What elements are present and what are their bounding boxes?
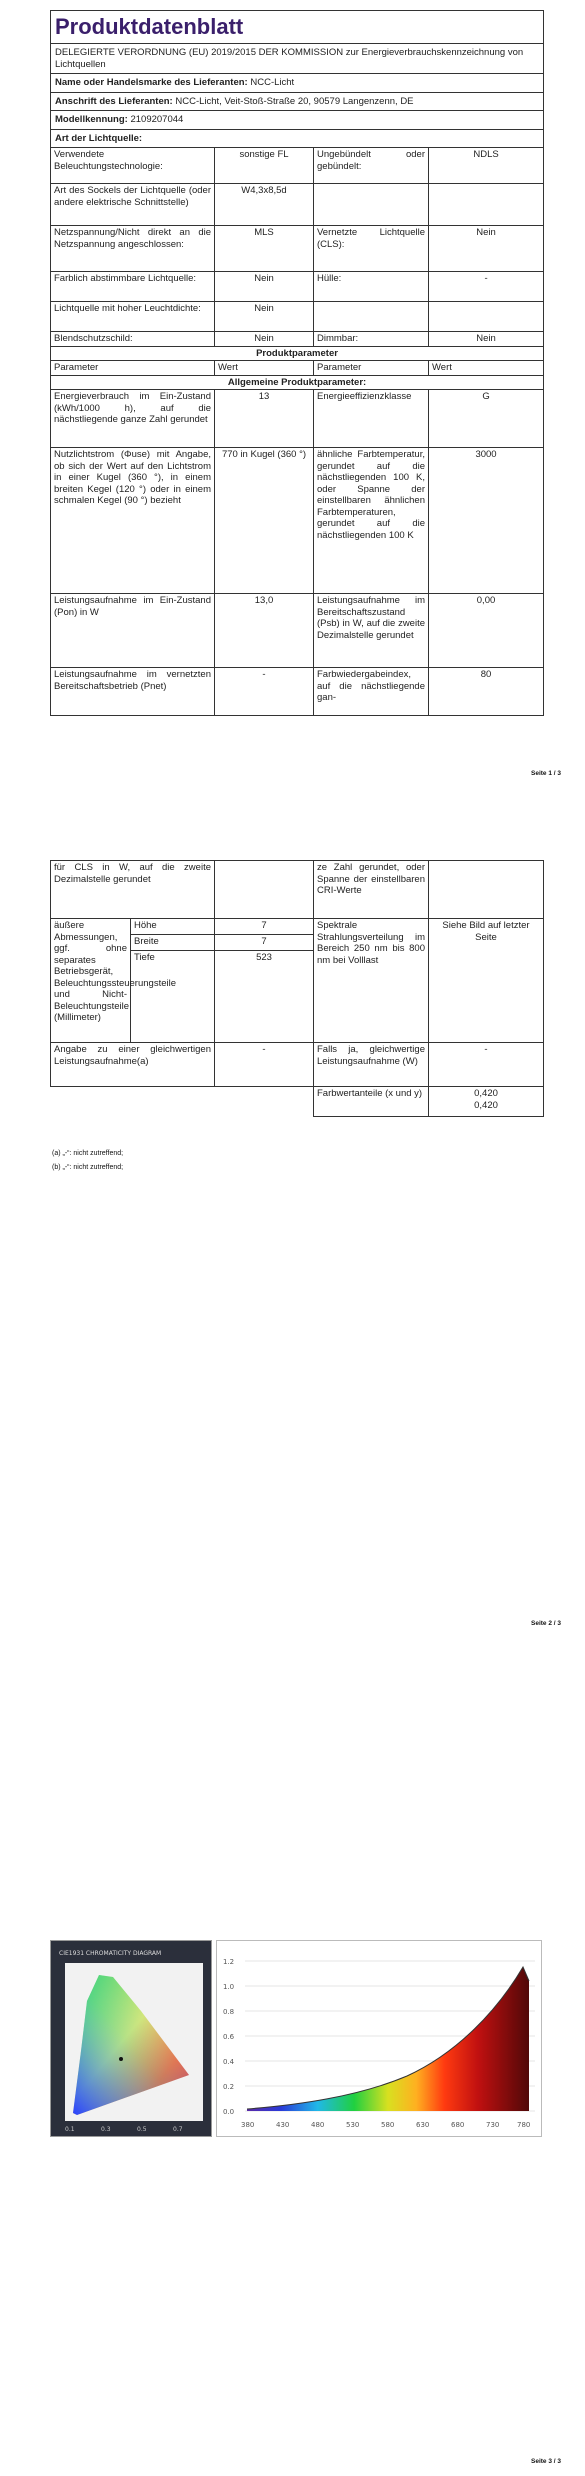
cie-tick-4: 0.7 [173, 2126, 183, 2133]
depth-label: Tiefe [131, 951, 215, 1043]
type-r5-label2 [314, 302, 429, 332]
type-r2-label: Art des Sockels der Lichtquelle (oder andere elektrische Schnittstelle) [51, 184, 215, 226]
page-number-3: Seite 3 / 3 [531, 2458, 561, 2465]
supplier-address-row [51, 92, 544, 111]
type-r5-label: Lichtquelle mit hoher Leuchtdichte: [51, 302, 215, 332]
page-number-2: Seite 2 / 3 [531, 1620, 561, 1627]
type-r1-value: sonstige FL [215, 148, 314, 184]
width-label: Breite [131, 935, 215, 951]
cri-label-cont: ze Zahl gerundet, oder Spanne der einstellbaren CRI-Werte [314, 861, 429, 919]
spec-x-tick-3: 480 [311, 2121, 325, 2129]
width-value: 7 [215, 935, 314, 951]
supplier-address-label: Anschrift des Lieferanten: [55, 95, 173, 107]
spec-x-tick-2: 430 [276, 2121, 290, 2129]
footnotes [52, 1148, 123, 1176]
cie-diagram-svg [51, 1941, 211, 2136]
cct-label: ähnliche Farbtemperatur, gerundet auf die nächstliegenden 100 K, oder Spanne der einstellbaren ähnlichen Farbtemperaturen, gerundet auf die nächstliegenden 100 K [314, 448, 429, 594]
spec-y-tick-3: 0.8 [223, 2008, 235, 2016]
supplier-name-label: Name oder Handelsmarke des Lieferanten: [55, 77, 248, 88]
energy-value: 13 [215, 390, 314, 448]
spec-x-tick-4: 530 [346, 2121, 360, 2129]
cct-value: 3000 [429, 448, 544, 594]
type-r5-value: Nein [215, 302, 314, 332]
efficiency-class-value: G [429, 390, 544, 448]
cie-title: CIE1931 CHROMATICITY DIAGRAM [59, 1950, 162, 1957]
page-1 [0, 0, 585, 780]
cie-tick-3: 0.5 [137, 2126, 147, 2133]
product-params-header: Produktparameter [51, 346, 544, 361]
supplier-name-row [51, 74, 544, 93]
spectral-images [50, 1940, 540, 2135]
model-row [51, 111, 544, 130]
regulation-text: DELEGIERTE VERORDNUNG (EU) 2019/2015 DER KOMMISSION zur Energieverbrauchskennzeichnung von Lichtquellen [51, 44, 544, 74]
chromaticity-y: 0,420 [474, 1099, 498, 1111]
type-r6-label2: Dimmbar: [314, 332, 429, 347]
spec-y-tick-2: 1.0 [223, 1983, 235, 1991]
model-label: Modellkennung: [55, 114, 128, 125]
equiv-power-value: - [215, 1043, 314, 1087]
type-r2-value: W4,3x8,5d [215, 184, 314, 226]
flux-label: Nutzlichtstrom (Φuse) mit Angabe, ob sich der Wert auf den Lichtstrom in einer Kugel (360 °), in einem breiten Kegel (120 °) oder in einem schmalen Kegel (90 °) bezieht [51, 448, 215, 594]
type-r2-label2 [314, 184, 429, 226]
type-r6-value2: Nein [429, 332, 544, 347]
empty-cell-a [51, 1087, 215, 1117]
type-r1-value2: NDLS [429, 148, 544, 184]
power-standby-label: Leistungsaufnahme im Bereitschaftszustand (Psb) in W, auf die zweite Dezimalstelle gerundet [314, 594, 429, 668]
type-r3-label: Netzspannung/Nicht direkt an die Netzspannung angeschlossen: [51, 226, 215, 272]
cri-value-cont [429, 861, 544, 919]
page-number-1: Seite 1 / 3 [531, 770, 561, 777]
empty-cell-b [215, 1087, 314, 1117]
datasheet-table-page1 [50, 10, 544, 716]
depth-value: 523 [215, 951, 314, 1043]
power-on-label: Leistungsaufnahme im Ein-Zustand (Pon) in W [51, 594, 215, 668]
type-r1-label: Verwendete Beleuchtungstechnologie: [51, 148, 215, 184]
power-net-value: - [215, 668, 314, 716]
cie-tick-2: 0.3 [101, 2126, 111, 2133]
supplier-address-value: NCC-Licht, Veit-Stoß-Straße 20, 90579 Langenzenn, DE [175, 95, 414, 107]
type-r4-label: Farblich abstimmbare Lichtquelle: [51, 272, 215, 302]
spec-y-tick-7: 0.0 [223, 2108, 235, 2116]
spec-x-tick-6: 630 [416, 2121, 430, 2129]
power-standby-value: 0,00 [429, 594, 544, 668]
spec-y-tick-4: 0.6 [223, 2033, 235, 2041]
type-r4-label2: Hülle: [314, 272, 429, 302]
type-r4-value: Nein [215, 272, 314, 302]
height-label: Höhe [131, 919, 215, 935]
col-value-header-2: Wert [429, 361, 544, 376]
datasheet-table-page2 [50, 860, 544, 1117]
power-on-value: 13,0 [215, 594, 314, 668]
type-header: Art der Lichtquelle: [51, 129, 544, 148]
energy-label: Energieverbrauch im Ein-Zustand (kWh/1000 h), auf die nächstliegende ganze Zahl gerundet [51, 390, 215, 448]
equiv-power-label: Angabe zu einer gleichwertigen Leistungsaufnahme(a) [51, 1043, 215, 1087]
cie-chromaticity-image [50, 1940, 212, 2137]
equiv-power-w-label: Falls ja, gleichwertige Leistungsaufnahme (W) [314, 1043, 429, 1087]
power-net-label-cont: für CLS in W, auf die zweite Dezimalstelle gerundet [51, 861, 215, 919]
col-param-header-1: Parameter [51, 361, 215, 376]
chromaticity-value [429, 1087, 544, 1117]
spec-y-tick-6: 0.2 [223, 2083, 235, 2091]
height-value: 7 [215, 919, 314, 935]
equiv-power-w-value: - [429, 1043, 544, 1087]
col-param-header-2: Parameter [314, 361, 429, 376]
spectral-distribution-image [216, 1940, 542, 2137]
type-r3-label2: Vernetzte Lichtquelle (CLS): [314, 226, 429, 272]
type-r3-value2: Nein [429, 226, 544, 272]
spec-x-tick-7: 680 [451, 2121, 465, 2129]
spectrum-value: Siehe Bild auf letzter Seite [429, 919, 544, 1043]
spec-x-tick-8: 730 [486, 2121, 500, 2129]
spec-x-tick-1: 380 [241, 2121, 255, 2129]
chromaticity-label: Farbwertanteile (x und y) [314, 1087, 429, 1117]
general-params-header: Allgemeine Produktparameter: [51, 375, 544, 390]
power-net-value-cont [215, 861, 314, 919]
dimensions-label: äußere Abmessungen, ggf. ohne separates Betriebsgerät, Beleuchtungssteuerungsteile und Nicht-Beleuchtungsteile (Millimeter) [51, 919, 131, 1043]
model-value: 2109207044 [130, 114, 184, 125]
flux-value: 770 in Kugel (360 °) [215, 448, 314, 594]
type-r2-value2 [429, 184, 544, 226]
cie-tick-1: 0.1 [65, 2126, 75, 2133]
type-r3-value: MLS [215, 226, 314, 272]
spec-x-tick-5: 580 [381, 2121, 395, 2129]
page-3 [0, 1730, 585, 2476]
cri-label: Farbwiedergabeindex, auf die nächstliegende gan- [314, 668, 429, 716]
page-2 [0, 850, 585, 1650]
supplier-name-value: NCC-Licht [250, 77, 295, 88]
type-r6-value: Nein [215, 332, 314, 347]
efficiency-class-label: Energieeffizienzklasse [314, 390, 429, 448]
spectrum-svg [217, 1941, 541, 2136]
power-net-label: Leistungsaufnahme im vernetzten Bereitschaftsbetrieb (Pnet) [51, 668, 215, 716]
chromaticity-x: 0,420 [474, 1088, 498, 1099]
footnote-b: (b) „-“: nicht zutreffend; [52, 1164, 124, 1171]
spec-y-tick-1: 1.2 [223, 1958, 235, 1966]
cri-value: 80 [429, 668, 544, 716]
spec-x-tick-9: 780 [517, 2121, 531, 2129]
footnote-a: (a) „-“: nicht zutreffend; [52, 1150, 124, 1157]
type-r5-value2 [429, 302, 544, 332]
page-title: Produktdatenblatt [51, 11, 544, 44]
spectrum-label: Spektrale Strahlungsverteilung im Bereich 250 nm bis 800 nm bei Volllast [314, 919, 429, 1043]
spec-y-tick-5: 0.4 [223, 2058, 235, 2066]
col-value-header-1: Wert [215, 361, 314, 376]
type-r6-label: Blendschutzschild: [51, 332, 215, 347]
type-r1-label2: Ungebündelt oder gebündelt: [314, 148, 429, 184]
type-r4-value2: - [429, 272, 544, 302]
